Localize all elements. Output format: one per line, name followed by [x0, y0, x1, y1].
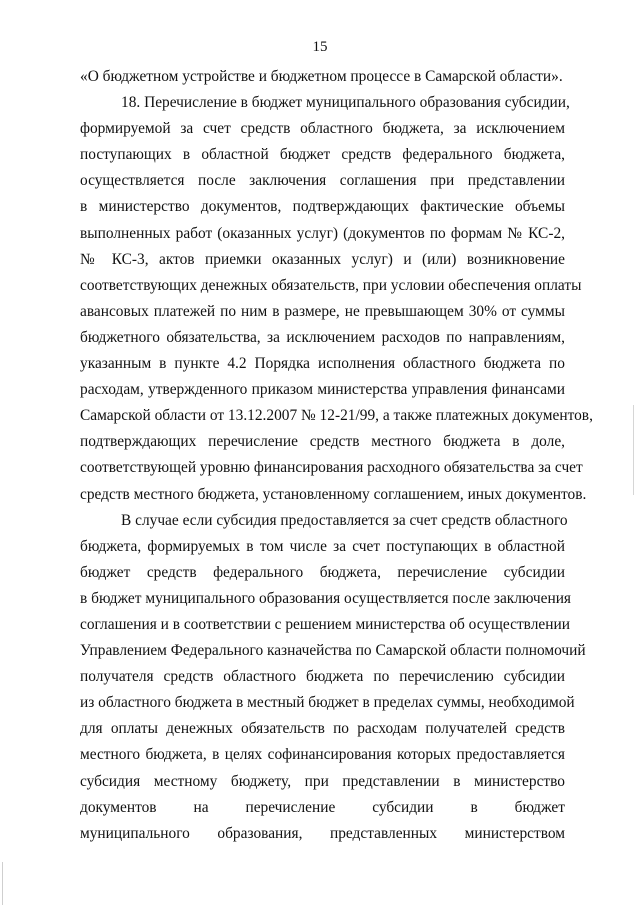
page-number: 15	[312, 39, 328, 55]
text-line: соответствующей уровню финансирования расходного обязательства за счет	[80, 459, 583, 477]
text-line: «О бюджетном устройстве и бюджетном процессе в Самарской области».	[80, 68, 563, 85]
text-line: Управлением Федерального казначейства по Самарской области полномочий	[80, 642, 586, 660]
text-line: осуществляется после заключения соглашения при представлении	[80, 172, 565, 190]
paragraph-subsidy-case	[80, 508, 586, 847]
text-line: 18. Перечисление в бюджет муниципального образования субсидии,	[121, 94, 570, 112]
text-line: из областного бюджета в местный бюджет в пределах суммы, необходимой	[80, 694, 575, 712]
text-line: субсидия местному бюджету, при представлении в министерство	[80, 772, 565, 790]
text-line: бюджета, формируемых в том числе за счет поступающих в областной	[80, 537, 565, 555]
text-line: муниципального образования, представленных министерством	[80, 824, 565, 842]
text-line: формируемой за счет средств областного бюджета, за исключением	[80, 120, 565, 138]
text-line: расходам, утвержденного приказом министерства управления финансами	[80, 381, 565, 399]
text-line: получателя средств областного бюджета по перечислению субсидии	[80, 668, 565, 686]
paragraph-heading-continuation	[80, 64, 565, 90]
text-line: для оплаты денежных обязательств по расходам получателей средств	[80, 720, 565, 738]
scan-edge-mark	[633, 405, 634, 495]
text-line: В случае если субсидия предоставляется за счет средств областного	[121, 511, 568, 529]
text-line: поступающих в областной бюджет средств федерального бюджета,	[80, 146, 565, 164]
scan-edge-mark	[2, 862, 3, 905]
text-line: № КС-3, актов приемки оказанных услуг) и (или) возникновение	[80, 250, 565, 268]
paragraph-item-18	[80, 90, 593, 508]
body-text	[80, 64, 593, 847]
text-line: бюджет средств федерального бюджета, перечисление субсидии	[80, 563, 565, 581]
text-line: соответствующих денежных обязательств, при условии обеспечения оплаты	[80, 276, 582, 294]
text-line: бюджетного обязательства, за исключением расходов по направлениям,	[80, 328, 565, 346]
text-line: в бюджет муниципального образования осуществляется после заключения	[80, 589, 572, 607]
text-line: соглашения и в соответствии с решением министерства об осуществлении	[80, 615, 570, 633]
text-line: местного бюджета, в целях софинансирования которых предоставляется	[80, 746, 565, 764]
text-line: Самарской области от 13.12.2007 № 12-21/99, а также платежных документов,	[80, 407, 593, 425]
text-line: средств местного бюджета, установленному соглашением, иных документов.	[80, 485, 587, 503]
text-line: документов на перечисление субсидии в бюджет	[80, 798, 565, 816]
text-line: в министерство документов, подтверждающих фактические объемы	[80, 198, 565, 216]
text-line: авансовых платежей по ним в размере, не превышающем 30% от суммы	[80, 302, 565, 320]
text-line: подтверждающих перечисление средств местного бюджета в доле,	[80, 433, 565, 451]
text-line: указанным в пункте 4.2 Порядка исполнения областного бюджета по	[80, 355, 565, 373]
text-line: выполненных работ (оказанных услуг) (документов по формам № КС-2,	[80, 224, 565, 242]
